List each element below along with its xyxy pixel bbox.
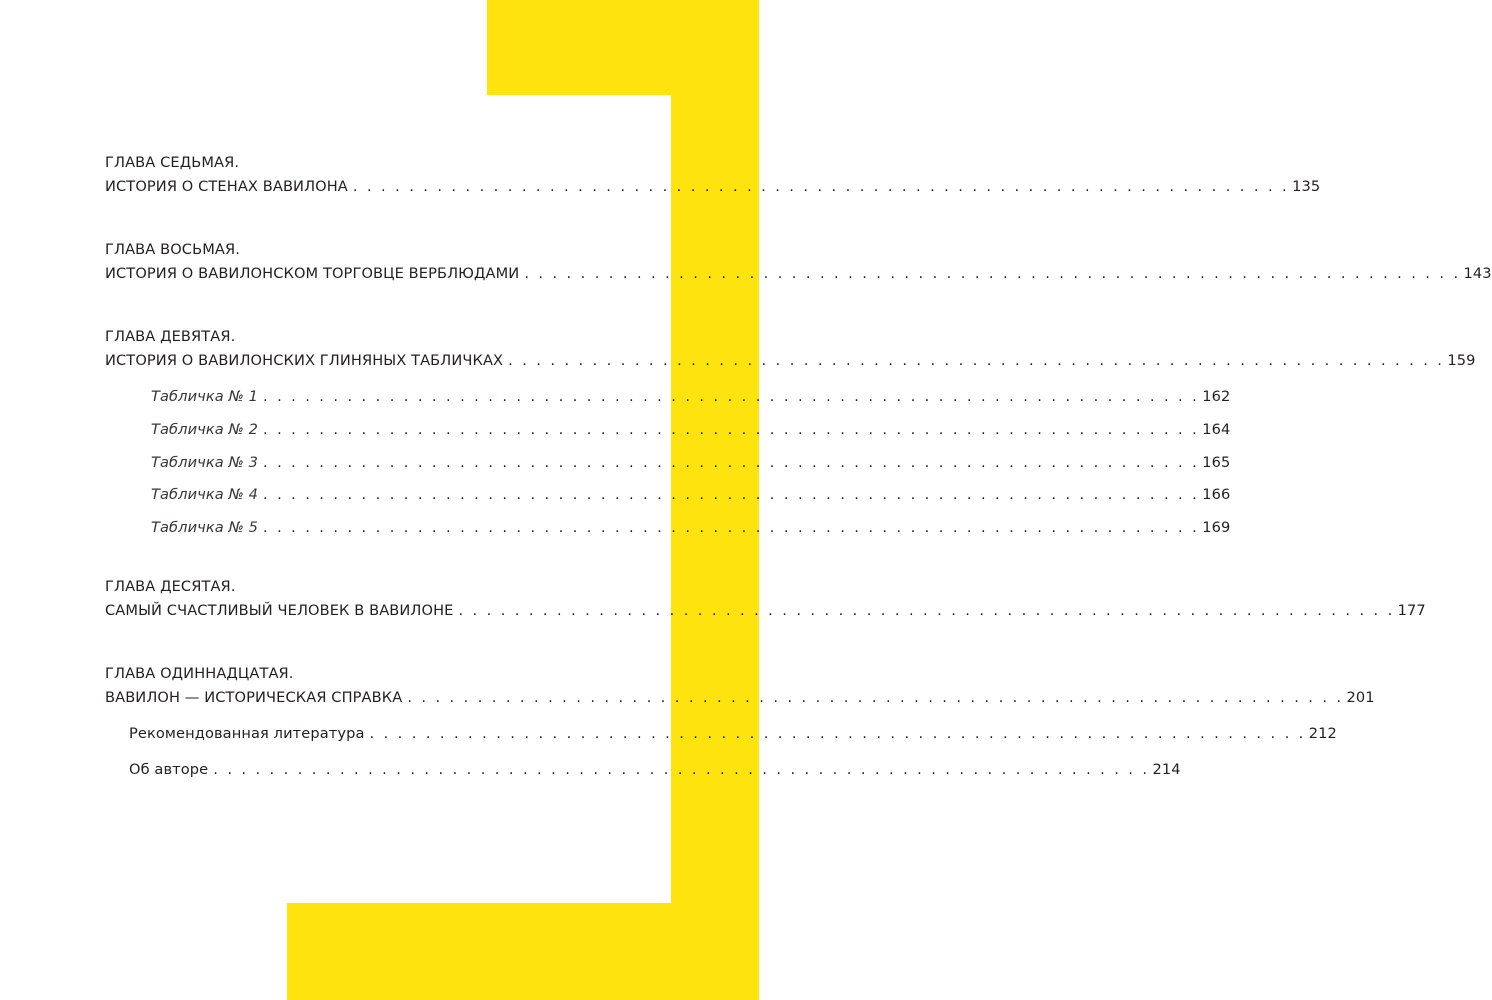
- page-number: 214: [1152, 761, 1181, 778]
- entry-title: ИСТОРИЯ О СТЕНАХ ВАВИЛОНА: [105, 178, 348, 195]
- toc-entry-about-author[interactable]: [129, 761, 1181, 778]
- leader-dots: . . . . . . . . . . . . . . . . . . . . . . . . . . . . . . . . . . . . . . . . . . . . . . . . . . . . . . . . . . . . . . . . . . .: [352, 178, 1290, 195]
- toc-entry-chapter-8[interactable]: [105, 265, 1492, 282]
- leader-dots: . . . . . . . . . . . . . . . . . . . . . . . . . . . . . . . . . . . . . . . . . . . . . . . . . . . . . . . . . . . . . . . . . . .: [213, 761, 1150, 778]
- toc-entry-chapter-9[interactable]: [105, 352, 1476, 369]
- entry-title: ИСТОРИЯ О ВАВИЛОНСКИХ ГЛИНЯНЫХ ТАБЛИЧКАХ: [105, 352, 504, 369]
- leader-dots: . . . . . . . . . . . . . . . . . . . . . . . . . . . . . . . . . . . . . . . . . . . . . . . . . . . . . . . . . . . . . . . . . . .: [263, 388, 1200, 405]
- leader-dots: . . . . . . . . . . . . . . . . . . . . . . . . . . . . . . . . . . . . . . . . . . . . . . . . . . . . . . . . . . . . . . . . . . .: [458, 602, 1395, 619]
- page-number: 143: [1463, 265, 1492, 282]
- toc-entry-chapter-7[interactable]: [105, 178, 1321, 195]
- chapter-11-heading: ГЛАВА ОДИННАДЦАТАЯ.: [105, 665, 294, 682]
- page-number: 201: [1346, 689, 1375, 706]
- leader-dots: . . . . . . . . . . . . . . . . . . . . . . . . . . . . . . . . . . . . . . . . . . . . . . . . . . . . . . . . . . . . . . . . . . .: [263, 421, 1200, 438]
- entry-title: ИСТОРИЯ О ВАВИЛОНСКОМ ТОРГОВЦЕ ВЕРБЛЮДАМИ: [105, 265, 520, 282]
- chapter-10-heading: ГЛАВА ДЕСЯТАЯ.: [105, 578, 236, 595]
- toc-entry-recommended-literature[interactable]: [129, 725, 1337, 742]
- page-number: 212: [1308, 725, 1337, 742]
- leader-dots: . . . . . . . . . . . . . . . . . . . . . . . . . . . . . . . . . . . . . . . . . . . . . . . . . . . . . . . . . . . . . . . . . . .: [263, 486, 1200, 503]
- leader-dots: . . . . . . . . . . . . . . . . . . . . . . . . . . . . . . . . . . . . . . . . . . . . . . . . . . . . . . . . . . . . . . . . . . .: [263, 519, 1200, 536]
- toc-entry-chapter-11[interactable]: [105, 689, 1375, 706]
- toc-entry-tablet-4[interactable]: [151, 486, 1231, 503]
- page-number: 166: [1202, 486, 1231, 503]
- toc-entry-chapter-10[interactable]: [105, 602, 1426, 619]
- chapter-8-heading: ГЛАВА ВОСЬМАЯ.: [105, 241, 240, 258]
- toc-entry-tablet-5[interactable]: [151, 519, 1231, 536]
- chapter-7-heading: ГЛАВА СЕДЬМАЯ.: [105, 154, 240, 171]
- toc-entry-tablet-2[interactable]: [151, 421, 1231, 438]
- entry-title: Об авторе: [129, 761, 209, 778]
- page-number: 135: [1292, 178, 1321, 195]
- leader-dots: . . . . . . . . . . . . . . . . . . . . . . . . . . . . . . . . . . . . . . . . . . . . . . . . . . . . . . . . . . . . . . . . . . .: [369, 725, 1306, 742]
- toc-entry-tablet-3[interactable]: [151, 454, 1231, 471]
- page-number: 169: [1202, 519, 1231, 536]
- chapter-9-heading: ГЛАВА ДЕВЯТАЯ.: [105, 328, 236, 345]
- leader-dots: . . . . . . . . . . . . . . . . . . . . . . . . . . . . . . . . . . . . . . . . . . . . . . . . . . . . . . . . . . . . . . . . . . .: [508, 352, 1445, 369]
- leader-dots: . . . . . . . . . . . . . . . . . . . . . . . . . . . . . . . . . . . . . . . . . . . . . . . . . . . . . . . . . . . . . . . . . . .: [407, 689, 1344, 706]
- leader-dots: . . . . . . . . . . . . . . . . . . . . . . . . . . . . . . . . . . . . . . . . . . . . . . . . . . . . . . . . . . . . . . . . . . .: [263, 454, 1200, 471]
- page-number: 164: [1202, 421, 1231, 438]
- entry-title: Рекомендованная литература: [129, 725, 365, 742]
- entry-title: Табличка № 3: [151, 454, 258, 471]
- entry-title: Табличка № 2: [151, 421, 258, 438]
- page-number: 162: [1202, 388, 1231, 405]
- toc-entry-tablet-1[interactable]: [151, 388, 1231, 405]
- entry-title: САМЫЙ СЧАСТЛИВЫЙ ЧЕЛОВЕК В ВАВИЛОНЕ: [105, 602, 454, 619]
- entry-title: Табличка № 4: [151, 486, 258, 503]
- leader-dots: . . . . . . . . . . . . . . . . . . . . . . . . . . . . . . . . . . . . . . . . . . . . . . . . . . . . . . . . . . . . . . . . . . .: [524, 265, 1461, 282]
- page-number: 159: [1447, 352, 1476, 369]
- table-of-contents: [105, 0, 1492, 1000]
- entry-title: Табличка № 1: [151, 388, 258, 405]
- page-number: 177: [1397, 602, 1426, 619]
- entry-title: Табличка № 5: [151, 519, 258, 536]
- page-number: 165: [1202, 454, 1231, 471]
- entry-title: ВАВИЛОН — ИСТОРИЧЕСКАЯ СПРАВКА: [105, 689, 403, 706]
